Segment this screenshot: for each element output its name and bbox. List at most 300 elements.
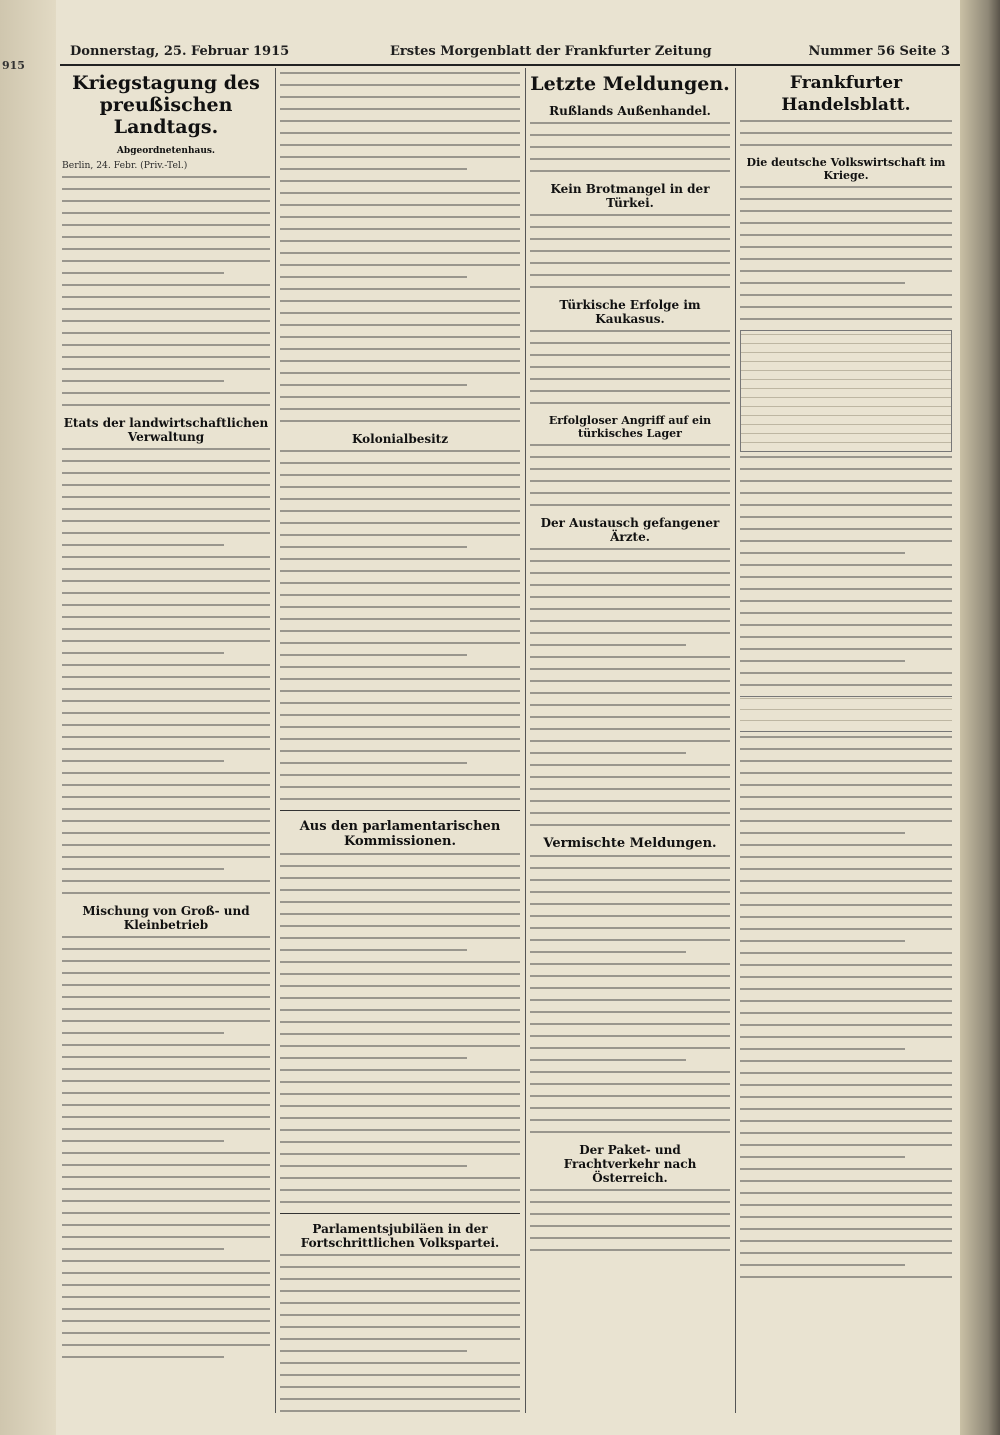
text-line [740,612,952,614]
text-line [740,234,952,236]
text-line [62,260,270,262]
text-line [62,832,270,834]
text-line [740,1180,952,1182]
text-line [62,856,270,858]
text-line [280,690,520,692]
text-line [530,999,730,1001]
text-line [740,144,952,146]
text-line [280,762,467,764]
text-line [530,716,730,718]
text-line [530,812,730,814]
text-line [530,855,730,857]
text-line [530,158,730,160]
col3-body-3 [530,330,730,404]
text-line [62,688,270,690]
text-line [740,1276,952,1278]
text-line [740,282,905,284]
text-line [280,666,520,668]
text-line [62,568,270,570]
text-line [740,1108,952,1110]
text-line [740,808,952,810]
text-line [62,1320,270,1322]
col2-section1: Kolonialbesitz [351,432,449,446]
text-line [740,1228,952,1230]
text-line [740,868,952,870]
text-line [280,1153,520,1155]
text-line [740,952,952,954]
text-line [530,951,686,953]
text-line [62,1308,270,1310]
col3-s7: Der Paket- und Frachtverkehr nach Österreich. [563,1143,697,1185]
col3-s1: Rußlands Außenhandel. [549,104,711,118]
text-line [530,824,730,826]
text-line [740,564,952,566]
text-line [740,270,952,272]
col1-section2: Mischung von Groß- und Kleinbetrieb [82,904,250,932]
text-line [62,1092,270,1094]
text-line [530,1189,730,1191]
text-line [530,608,730,610]
text-line [62,1164,270,1166]
text-line [280,1165,467,1167]
text-line [62,880,270,882]
text-line [280,558,520,560]
text-line [62,332,270,334]
text-line [530,764,730,766]
text-line [530,274,730,276]
text-line [62,344,270,346]
text-line [280,642,520,644]
text-line [530,1011,730,1013]
text-line [280,1009,520,1011]
text-line [740,1024,952,1026]
text-line [62,484,270,486]
text-line [740,504,952,506]
text-line [530,146,730,148]
col2-body-a [280,72,520,422]
text-line [530,402,730,404]
text-line [280,486,520,488]
text-line [62,796,270,798]
text-line [280,702,520,704]
text-line [280,510,520,512]
text-line [530,262,730,264]
text-line [740,660,905,662]
text-line [280,300,520,302]
text-line [740,1096,952,1098]
text-line [530,214,730,216]
text-line [530,1095,730,1097]
text-line [280,546,467,548]
text-line [280,865,520,867]
text-line [740,760,952,762]
text-line [740,1216,952,1218]
text-line [530,1047,730,1049]
text-line [280,901,520,903]
text-line [280,1057,467,1059]
text-line [280,360,520,362]
text-line [62,1212,270,1214]
text-line [62,448,270,450]
text-line [62,320,270,322]
text-line [530,632,730,634]
text-line [62,736,270,738]
text-line [280,913,520,915]
text-line [280,144,520,146]
text-line [740,1048,905,1050]
text-line [280,985,520,987]
text-line [62,200,270,202]
text-line [740,210,952,212]
text-line [280,96,520,98]
text-line [740,120,952,122]
text-line [530,444,730,446]
col1-section1: Etats der landwirtschaftlichen Verwaltung [63,416,269,444]
text-line [530,927,730,929]
col3-body-6 [530,855,730,1133]
text-line [530,1237,730,1239]
text-line [740,736,952,738]
text-line [530,680,730,682]
text-line [740,294,952,296]
col3-body-7 [530,1189,730,1251]
text-line [62,760,224,762]
text-line [280,1081,520,1083]
text-line [530,1071,730,1073]
text-line [280,396,520,398]
text-line [740,636,952,638]
text-line [280,618,520,620]
text-line [280,324,520,326]
text-line [62,1188,270,1190]
text-line [280,1177,520,1179]
text-line [62,808,270,810]
text-line [280,120,520,122]
text-line [530,480,730,482]
text-line [530,584,730,586]
text-line [740,576,952,578]
text-line [280,997,520,999]
col1-dateline: Berlin, 24. Febr. (Priv.-Tel.) [62,160,188,171]
text-line [62,460,270,462]
text-line [530,644,686,646]
text-line [740,1000,952,1002]
text-line [740,964,952,966]
text-line [530,492,730,494]
column-2 [280,68,520,1413]
col3-s3: Türkische Erfolge im Kaukasus. [559,298,701,326]
text-line [62,1128,270,1130]
text-line [530,1107,730,1109]
text-line [62,1140,224,1142]
text-line [62,1068,270,1070]
text-line [280,1278,520,1280]
text-line [280,1201,520,1203]
text-line [530,668,730,670]
column-1 [62,68,270,1413]
text-line [740,306,952,308]
text-line [62,176,270,178]
text-line [530,915,730,917]
text-line [530,390,730,392]
text-line [740,1144,952,1146]
text-line [280,1362,520,1364]
text-line [280,312,520,314]
text-line [280,168,467,170]
text-line [280,630,520,632]
text-line [280,264,520,266]
text-line [280,582,520,584]
divider [280,1213,520,1214]
text-line [280,474,520,476]
text-line [62,1200,270,1202]
text-line [530,1201,730,1203]
text-line [62,1056,270,1058]
text-line [530,963,730,965]
text-line [280,462,520,464]
text-line [740,1240,952,1242]
text-line [280,216,520,218]
col3-s6: Vermischte Meldungen. [543,836,717,851]
text-line [62,1248,224,1250]
text-line [62,640,270,642]
text-line [280,72,520,74]
divider [280,810,520,811]
column-rule [525,68,526,1413]
text-line [62,1116,270,1118]
text-line [740,186,952,188]
text-line [280,798,520,800]
text-line [62,676,270,678]
text-line [530,572,730,574]
text-line [62,368,270,370]
column-rule [735,68,736,1413]
text-line [530,776,730,778]
text-line [62,1356,224,1358]
text-line [280,204,520,206]
left-fragment: 915 [2,60,25,72]
text-line [740,1120,952,1122]
text-line [740,198,952,200]
text-line [530,366,730,368]
text-line [530,504,730,506]
text-line [280,1021,520,1023]
col4-body-3 [740,736,952,1278]
text-line [740,528,952,530]
text-line [62,272,224,274]
text-line [280,1033,520,1035]
col2-body-c [280,853,520,1203]
text-line [280,498,520,500]
text-line [740,588,952,590]
text-line [62,1260,270,1262]
text-line [280,1350,467,1352]
text-line [62,1020,270,1022]
statistics-table [740,330,952,452]
text-line [280,450,520,452]
text-line [530,548,730,550]
masthead-edition: Erstes Morgenblatt der Frankfurter Zeitung [390,44,712,59]
text-line [740,1156,905,1158]
text-line [62,224,270,226]
text-line [62,380,224,382]
text-line [530,342,730,344]
text-line [62,996,270,998]
text-line [740,820,952,822]
text-line [62,520,270,522]
text-line [530,1131,730,1133]
text-line [530,238,730,240]
text-line [530,656,730,658]
text-line [740,976,952,978]
text-line [280,973,520,975]
text-line [280,228,520,230]
text-line [280,1069,520,1071]
text-line [740,1168,952,1170]
text-line [280,108,520,110]
text-line [740,132,952,134]
text-line [280,522,520,524]
text-line [740,892,952,894]
text-line [280,1105,520,1107]
text-line [62,700,270,702]
text-line [530,939,730,941]
col2-section2: Aus den parlamentarischen Kommissionen. [299,819,501,849]
text-line [740,648,952,650]
text-line [62,936,270,938]
text-line [530,330,730,332]
text-line [280,1374,520,1376]
text-line [530,134,730,136]
col4-title: Frankfurter Handelsblatt. [781,73,911,115]
text-line [280,252,520,254]
text-line [740,988,952,990]
text-line [530,226,730,228]
text-line [530,1225,730,1227]
text-line [530,560,730,562]
text-line [62,212,270,214]
text-line [530,692,730,694]
text-line [280,1326,520,1328]
text-line [62,496,270,498]
text-line [530,879,730,881]
text-line [62,308,270,310]
text-line [740,1204,952,1206]
text-line [280,1045,520,1047]
text-line [740,904,952,906]
text-line [530,987,730,989]
text-line [530,1059,686,1061]
text-line [62,404,270,406]
text-line [62,1272,270,1274]
text-line [740,684,952,686]
text-line [740,492,952,494]
col4-s1: Die deutsche Volkswirtschaft im Kriege. [746,156,946,182]
text-line [280,1410,520,1412]
col3-body-4 [530,444,730,506]
text-line [530,1213,730,1215]
text-line [280,1398,520,1400]
text-line [740,832,905,834]
text-line [740,1132,952,1134]
text-line [280,1117,520,1119]
text-line [530,620,730,622]
text-line [62,1104,270,1106]
text-line [280,372,520,374]
text-line [740,796,952,798]
text-line [62,248,270,250]
text-line [530,975,730,977]
col3-s2: Kein Brotmangel in der Türkei. [550,182,710,210]
text-line [62,820,270,822]
text-line [530,1083,730,1085]
text-line [62,604,270,606]
text-line [62,868,224,870]
text-line [62,1008,270,1010]
text-line [62,236,270,238]
text-line [280,877,520,879]
text-line [280,1338,520,1340]
col3-s4: Erfolgloser Angriff auf ein türkisches Lager [548,414,712,440]
text-line [280,84,520,86]
text-line [740,672,952,674]
text-line [740,772,952,774]
text-line [280,180,520,182]
text-line [62,1152,270,1154]
text-line [62,1344,270,1346]
text-line [280,132,520,134]
col1-title: Kriegstagung des preußischen Landtags. [72,72,260,138]
text-line [62,580,270,582]
text-line [62,960,270,962]
text-line [62,356,270,358]
text-line [62,392,270,394]
text-line [530,1249,730,1251]
text-line [62,532,270,534]
col4-body-2 [740,456,952,686]
text-line [62,1284,270,1286]
text-line [62,1176,270,1178]
text-line [280,774,520,776]
column-rule [275,68,276,1413]
text-line [280,240,520,242]
text-line [280,1290,520,1292]
text-line [530,456,730,458]
text-line [740,1084,952,1086]
text-line [530,596,730,598]
text-line [740,516,952,518]
col3-body-2 [530,214,730,288]
text-line [740,480,952,482]
text-line [280,1141,520,1143]
text-line [530,250,730,252]
text-line [530,704,730,706]
text-line [62,296,270,298]
text-line [280,534,520,536]
text-line [530,286,730,288]
text-line [280,678,520,680]
masthead [60,40,960,66]
text-line [62,844,270,846]
text-line [740,552,905,554]
text-line [740,1192,952,1194]
text-line [62,724,270,726]
text-line [62,972,270,974]
text-line [62,652,224,654]
column-3 [530,68,730,1413]
text-line [530,740,730,742]
col1-body-a [62,176,270,406]
